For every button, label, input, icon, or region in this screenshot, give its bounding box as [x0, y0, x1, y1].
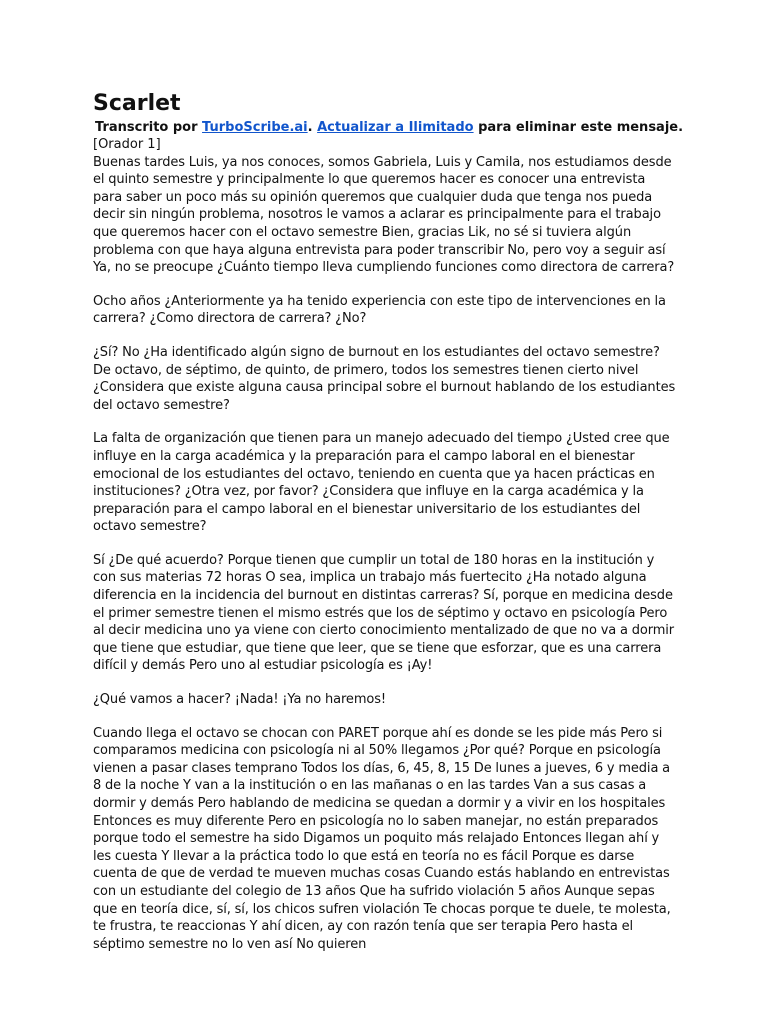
transcription-notice	[95, 119, 684, 136]
transcript-paragraph-1: Buenas tardes Luis, ya nos conoces, somos Gabriela, Luis y Camila, nos estudiamos desde el quinto semestre y principalmente lo que queremos hacer es conocer una entrevista para saber un poco más su opinión queremos que cualquier duda que tenga nos pueda decir sin ningún problema, nosotros le vamos a aclarar es principalmente para el trabajo que queremos hacer con el octavo semestre Bien, gracias Lik, no sé si tuviera algún problema con que haya alguna entrevista para poder transcribir No, pero voy a seguir así Ya, no se preocupe ¿Cuánto tiempo lleva cumpliendo funciones como directora de carrera?	[93, 154, 675, 276]
upgrade-link[interactable]: Actualizar a Ilimitado	[317, 120, 474, 135]
transcript-paragraph-3: ¿Sí? No ¿Ha identificado algún signo de burnout en los estudiantes del octavo semestre? De octavo, de séptimo, de quinto, de primero, todos los semestres tienen cierto nivel ¿Considera que existe alguna causa principal sobre el burnout hablando de los estudiantes del octavo semestre?	[93, 344, 676, 413]
transcript-paragraph-2: Ocho años ¿Anteriormente ya ha tenido experiencia con este tipo de intervenciones en la carrera? ¿Como directora de carrera? ¿No?	[93, 293, 666, 327]
notice-prefix: Transcrito por	[95, 120, 203, 135]
notice-separator: .	[307, 120, 318, 135]
notice-suffix: para eliminar este mensaje.	[473, 120, 684, 135]
document-title: Scarlet	[93, 91, 181, 116]
transcript-paragraph-7: Cuando llega el octavo se chocan con PARET porque ahí es donde se les pide más Pero si comparamos medicina con psicología ni al 50% llegamos ¿Por qué? Porque en psicología vienen a pasar clases temprano Todos los días, 6, 45, 8, 15 De lunes a jueves, 6 y media a 8 de la noche Y van a la institución o en las mañanas o en las tardes Van a sus casas a dormir y demás Pero hablando de medicina se quedan a dormir y a vivir en los hospitales Entonces es muy diferente Pero en psicología no lo saben manejar, no están preparados porque todo el semestre ha sido Digamos un poquito más relajado Entonces llegan ahí y les cuesta Y llevar a la práctica todo lo que está en teoría no es fácil Porque es darse cuenta de que de verdad te mueven muchas cosas Cuando estás hablando en entrevistas con un estudiante del colegio de 13 años Que ha sufrido violación 5 años Aunque sepas que en teoría dice, sí, sí, los chicos sufren violación Te chocas porque te duele, te molesta, te frustra, te reaccionas Y ahí dicen, ay con razón tenía que ser terapia Pero hasta el séptimo semestre no lo ven así No quieren	[93, 725, 671, 952]
transcript-paragraph-4: La falta de organización que tienen para un manejo adecuado del tiempo ¿Usted cree que influye en la carga académica y la preparación para el campo laboral en el bienestar emocional de los estudiantes del octavo, teniendo en cuenta que ya hacen prácticas en instituciones? ¿Otra vez, por favor? ¿Considera que influye en la carga académica y la preparación para el campo laboral en el bienestar universitario de los estudiantes del octavo semestre?	[93, 431, 670, 535]
speaker-label: [Orador 1]	[93, 137, 161, 152]
turboscribe-link[interactable]: TurboScribe.ai	[202, 120, 308, 135]
transcript-paragraph-6: ¿Qué vamos a hacer? ¡Nada! ¡Ya no haremos!	[93, 692, 387, 708]
transcript-paragraph-5: Sí ¿De qué acuerdo? Porque tienen que cumplir un total de 180 horas en la institución y con sus materias 72 horas O sea, implica un trabajo más fuertecito ¿Ha notado alguna diferencia en la incidencia del burnout en distintas carreras? Sí, porque en medicina desde el primer semestre tienen el mismo estrés que los de séptimo y octavo en psicología Pero al decir medicina uno ya viene con cierto conocimiento mentalizado de que no va a dormir que tiene que estudiar, que tiene que leer, que se tiene que esforzar, que es una carrera difícil y demás Pero uno al estudiar psicología es ¡Ay!	[93, 552, 675, 674]
